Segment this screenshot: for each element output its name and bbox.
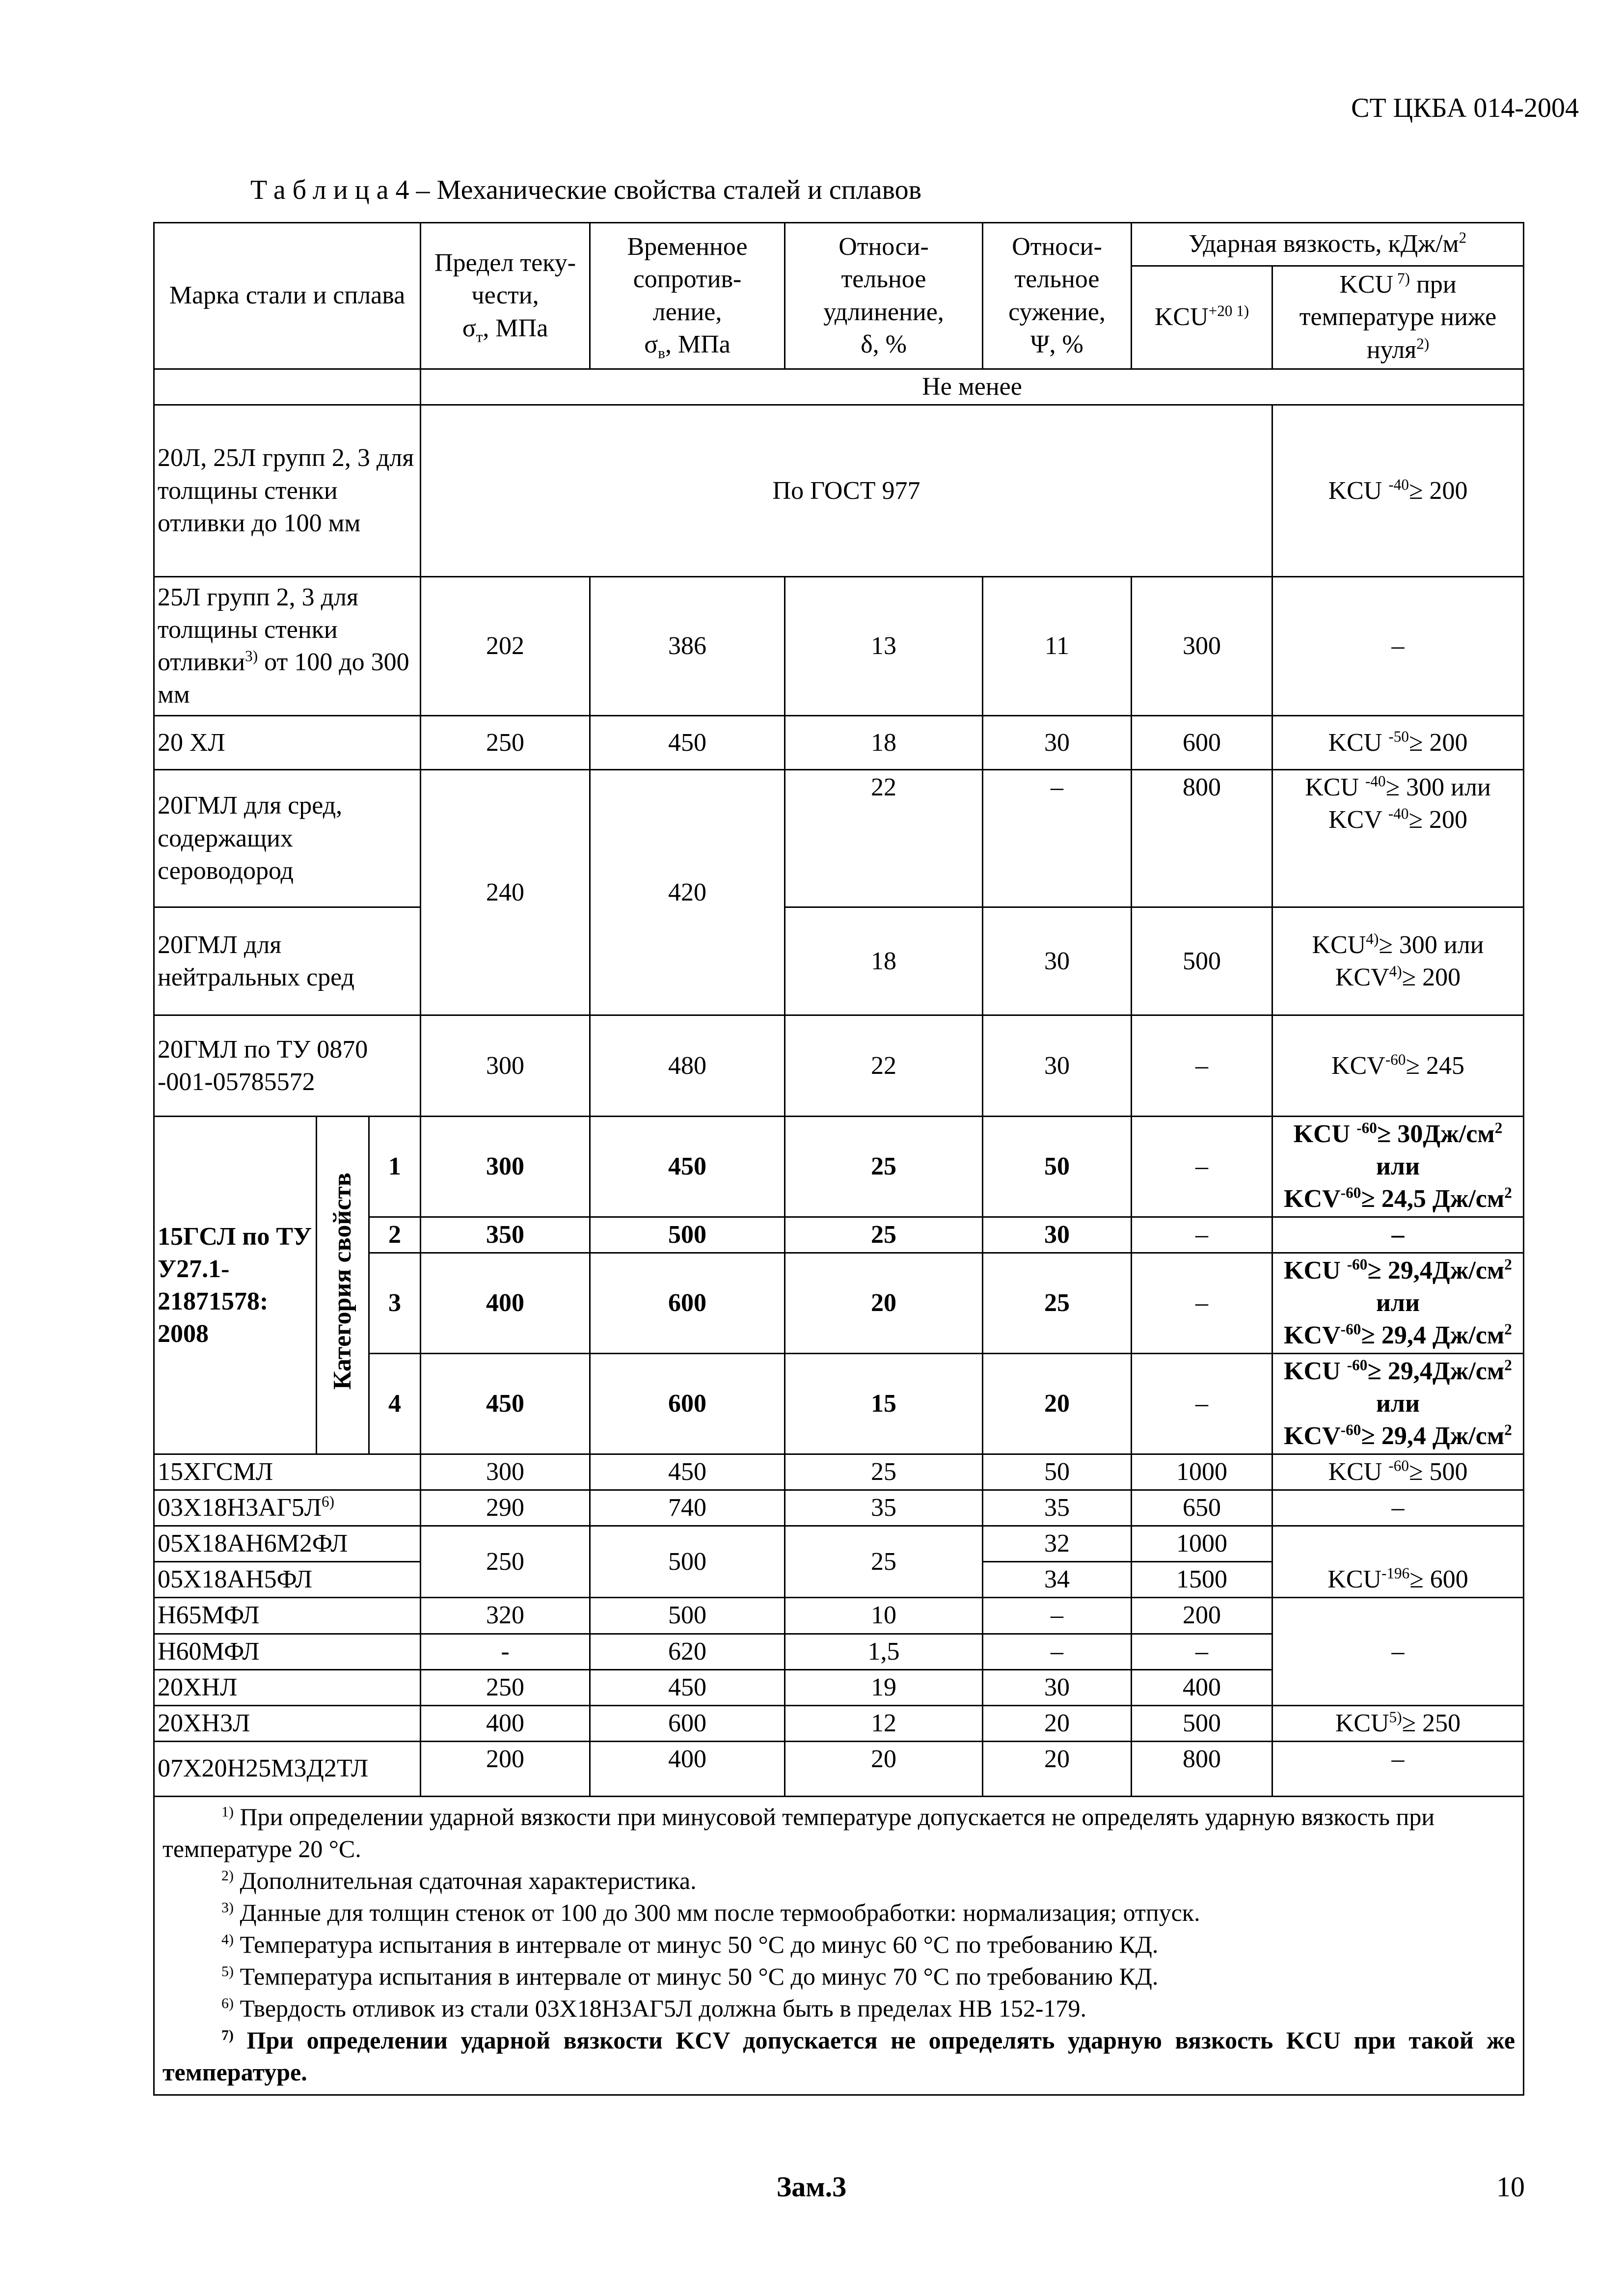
- reduction-cell: 20: [983, 1705, 1132, 1741]
- kcu20-cell: –: [1132, 1354, 1272, 1454]
- kcu-negative-cell: –: [1272, 1598, 1524, 1705]
- kcu20-cell: 1000: [1132, 1454, 1272, 1490]
- mechanical-properties-table: [153, 222, 1524, 2096]
- reduction-cell: 50: [983, 1454, 1132, 1490]
- reduction-cell: 11: [983, 577, 1132, 716]
- reduction-cell: 34: [983, 1562, 1132, 1598]
- tensile-cell: 450: [590, 1669, 785, 1705]
- document-code: СТ ЦКБА 014-2004: [1351, 93, 1579, 123]
- kcu-negative-cell: –: [1272, 577, 1524, 716]
- kcu-negative-cell: KCU $^{-60}$≥ 500: [1272, 1454, 1524, 1490]
- table-row: [154, 1741, 1524, 1796]
- elongation-cell: 18: [785, 907, 983, 1015]
- tensile-cell: 450: [590, 1454, 785, 1490]
- tensile-cell: 500: [590, 1598, 785, 1634]
- tensile-cell: 420: [590, 770, 785, 1015]
- header-blank: [154, 369, 421, 405]
- col-header-elongation: Относи- тельное удлинение, δ, %: [785, 223, 983, 369]
- yield-cell: 300: [421, 1117, 590, 1217]
- table-row: [154, 577, 1524, 716]
- reduction-cell: 30: [983, 907, 1132, 1015]
- grade-cell: 20ГМЛ для нейтральных сред: [154, 907, 421, 1015]
- reduction-cell: 20: [983, 1354, 1132, 1454]
- footnote-3: $^{3)}$ Данные для толщин стенок от 100 до 300 мм после термообработки: нормализация; отпуск.: [221, 1898, 1200, 1926]
- footnote-2: $^{2)}$ Дополнительная сдаточная характеристика.: [221, 1866, 697, 1894]
- category-number: 2: [369, 1217, 421, 1253]
- tensile-cell: 600: [590, 1354, 785, 1454]
- kcu-negative-cell: $KCV^{-60}\ge 245$: [1272, 1015, 1524, 1117]
- kcu20-cell: 200: [1132, 1598, 1272, 1634]
- kcu20-cell: 800: [1132, 770, 1272, 907]
- reduction-cell: –: [983, 770, 1132, 907]
- elongation-cell: 10: [785, 1598, 983, 1634]
- gost-cell: По ГОСТ 977: [421, 405, 1272, 577]
- col-header-kcu-negative: KCU $^{7)}$ при температуре ниже нуля$^{2)}$: [1272, 266, 1524, 369]
- grade-cell: 20ГМЛ по ТУ 0870 -001-05785572: [154, 1015, 421, 1117]
- table-row: [154, 1526, 1524, 1562]
- footnote-6: $^{6)}$ Твердость отливок из стали 03Х18Н3АГ5Л должна быть в пределах НВ 152-179.: [221, 1994, 1086, 2022]
- tensile-cell: 620: [590, 1634, 785, 1669]
- table-row: [154, 405, 1524, 577]
- table-row: [154, 716, 1524, 770]
- footnote-5: $^{5)}$ Температура испытания в интервале от минус 50 °С до минус 70 °С по требованию КД.: [221, 1962, 1159, 1990]
- yield-cell: 200: [421, 1741, 590, 1796]
- footnote-1: $^{1)}$ При определении ударной вязкости при минусовой температуре допускается не определять ударную вязкость при температуре 20 °С.: [162, 1803, 1435, 1862]
- grade-cell: 05Х18АН6М2ФЛ: [154, 1526, 421, 1562]
- elongation-cell: 13: [785, 577, 983, 716]
- tensile-cell: 450: [590, 1117, 785, 1217]
- table-row: [154, 770, 1524, 907]
- kcu-negative-cell: $KCU^{-196}\ge 600$: [1272, 1526, 1524, 1598]
- grade-cell: 20 ХЛ: [154, 716, 421, 770]
- tensile-cell: 480: [590, 1015, 785, 1117]
- grade-cell: 20ГМЛ для сред, содержащих сероводород: [154, 770, 421, 907]
- category-number: 1: [369, 1117, 421, 1217]
- reduction-cell: 20: [983, 1741, 1132, 1796]
- yield-cell: 400: [421, 1253, 590, 1354]
- elongation-cell: 25: [785, 1454, 983, 1490]
- table-row: [154, 1705, 1524, 1741]
- elongation-cell: 20: [785, 1253, 983, 1354]
- grade-cell: 07Х20Н25М3Д2ТЛ: [154, 1741, 421, 1796]
- amendment-label: Зам.3: [776, 2171, 847, 2203]
- col-header-grade: Марка стали и сплава: [154, 223, 421, 369]
- col-header-kcu20: $KCU^{+20 1)}$: [1132, 266, 1272, 369]
- col-header-impact: Ударная вязкость, кДж/$м^2$: [1132, 223, 1524, 266]
- table-caption: Таблица4 – Механические свойства сталей и сплавов: [250, 175, 922, 205]
- reduction-cell: 35: [983, 1490, 1132, 1526]
- kcu-negative-cell: KCU $^{-60}\ge 30Дж/см^2$ или $KCV^{-60}\ge 24,5$ $Дж/см^2$: [1272, 1117, 1524, 1217]
- grade-cell: 25Л групп 2, 3 для толщины стенки отливки$^{3)}$ от 100 до 300 мм: [154, 577, 421, 716]
- tensile-cell: 500: [590, 1526, 785, 1598]
- table-row: [154, 907, 1524, 1015]
- tensile-cell: 386: [590, 577, 785, 716]
- category-label-cell: Категория свойств: [317, 1117, 369, 1454]
- tensile-cell: 740: [590, 1490, 785, 1526]
- yield-cell: 250: [421, 1526, 590, 1598]
- reduction-cell: 50: [983, 1117, 1132, 1217]
- elongation-cell: 22: [785, 770, 983, 907]
- elongation-cell: 25: [785, 1526, 983, 1598]
- elongation-cell: 25: [785, 1217, 983, 1253]
- kcu-negative-cell: –: [1272, 1490, 1524, 1526]
- tensile-cell: 500: [590, 1217, 785, 1253]
- elongation-cell: 20: [785, 1741, 983, 1796]
- grade-cell: 15ХГСМЛ: [154, 1454, 421, 1490]
- reduction-cell: 25: [983, 1253, 1132, 1354]
- elongation-cell: 12: [785, 1705, 983, 1741]
- grade-cell: 20Л, 25Л групп 2, 3 для толщины стенки отливки до 100 мм: [154, 405, 421, 577]
- kcu-negative-cell: KCU $^{-50}$≥ 200: [1272, 716, 1524, 770]
- yield-cell: 290: [421, 1490, 590, 1526]
- yield-cell: 250: [421, 716, 590, 770]
- yield-cell: 300: [421, 1015, 590, 1117]
- kcu20-cell: –: [1132, 1015, 1272, 1117]
- reduction-cell: 30: [983, 716, 1132, 770]
- grade-cell: Н60МФЛ: [154, 1634, 421, 1669]
- col-header-yield: Предел теку- чести, $\sigma_т$, МПа: [421, 223, 590, 369]
- grade-cell: Н65МФЛ: [154, 1598, 421, 1634]
- not-less-label: Не менее: [421, 369, 1524, 405]
- grade-cell: 15ГСЛ по ТУ У27.1-21871578: 2008: [154, 1117, 317, 1454]
- kcu20-cell: –: [1132, 1634, 1272, 1669]
- yield-cell: -: [421, 1634, 590, 1669]
- table-row: [154, 1598, 1524, 1634]
- yield-cell: 350: [421, 1217, 590, 1253]
- tensile-cell: 450: [590, 716, 785, 770]
- grade-cell: 20ХН3Л: [154, 1705, 421, 1741]
- kcu-negative-cell: KCU $^{-40}$≥ 200: [1272, 405, 1524, 577]
- kcu20-cell: 800: [1132, 1741, 1272, 1796]
- kcu-negative-cell: –: [1272, 1741, 1524, 1796]
- elongation-cell: 22: [785, 1015, 983, 1117]
- yield-cell: 400: [421, 1705, 590, 1741]
- kcu20-cell: 1500: [1132, 1562, 1272, 1598]
- reduction-cell: 32: [983, 1526, 1132, 1562]
- yield-cell: 300: [421, 1454, 590, 1490]
- kcu-negative-cell: KCU $^{-40}$≥ 300 или KCV $^{-40}$≥ 200: [1272, 770, 1524, 907]
- kcu-negative-cell: KCU $^{-60}\ge 29,4Дж/см^2$ или $KCV^{-60}\ge 29,4$ $Дж/см^2$: [1272, 1354, 1524, 1454]
- footnotes-row: [154, 1796, 1524, 2095]
- kcu20-cell: 300: [1132, 577, 1272, 716]
- grade-cell: 05Х18АН5ФЛ: [154, 1562, 421, 1598]
- elongation-cell: 1,5: [785, 1634, 983, 1669]
- elongation-cell: 25: [785, 1117, 983, 1217]
- elongation-cell: 15: [785, 1354, 983, 1454]
- reduction-cell: 30: [983, 1669, 1132, 1705]
- footnote-4: $^{4)}$ Температура испытания в интервале от минус 50 °С до минус 60 °С по требованию КД.: [221, 1930, 1159, 1958]
- col-header-reduction: Относи- тельное сужение, Ψ, %: [983, 223, 1132, 369]
- table-row: [154, 1490, 1524, 1526]
- kcu-negative-cell: $KCU^{5)}\ge 250$: [1272, 1705, 1524, 1741]
- kcu20-cell: 500: [1132, 907, 1272, 1015]
- elongation-cell: 18: [785, 716, 983, 770]
- tensile-cell: 600: [590, 1705, 785, 1741]
- kcu-negative-cell: $KCU^{4)}\ge 300$ или $KCV^{4)}\ge 200$: [1272, 907, 1524, 1015]
- table-row: [154, 1454, 1524, 1490]
- kcu-negative-cell: –: [1272, 1217, 1524, 1253]
- page-number: 10: [1496, 2171, 1525, 2203]
- kcu20-cell: –: [1132, 1253, 1272, 1354]
- reduction-cell: –: [983, 1634, 1132, 1669]
- footnote-7: $^{7)}$ При определении ударной вязкости KCV допускается не определять ударную вязкость KCU при такой же температуре.: [162, 2026, 1515, 2086]
- kcu20-cell: 600: [1132, 716, 1272, 770]
- kcu20-cell: –: [1132, 1117, 1272, 1217]
- reduction-cell: 30: [983, 1015, 1132, 1117]
- table-row: [154, 1015, 1524, 1117]
- category-number: 4: [369, 1354, 421, 1454]
- yield-cell: 450: [421, 1354, 590, 1454]
- elongation-cell: 35: [785, 1490, 983, 1526]
- tensile-cell: 600: [590, 1253, 785, 1354]
- kcu20-cell: 1000: [1132, 1526, 1272, 1562]
- kcu20-cell: 500: [1132, 1705, 1272, 1741]
- col-header-tensile: Временное сопротив- ление, $\sigma_в$, МПа: [590, 223, 785, 369]
- yield-cell: 240: [421, 770, 590, 1015]
- grade-cell: $03Х18Н3АГ5Л^{6)}$: [154, 1490, 421, 1526]
- yield-cell: 250: [421, 1669, 590, 1705]
- footnotes: [154, 1796, 1524, 2095]
- kcu20-cell: 400: [1132, 1669, 1272, 1705]
- yield-cell: 202: [421, 577, 590, 716]
- tensile-cell: 400: [590, 1741, 785, 1796]
- kcu20-cell: –: [1132, 1217, 1272, 1253]
- grade-cell: 20ХНЛ: [154, 1669, 421, 1705]
- reduction-cell: 30: [983, 1217, 1132, 1253]
- kcu-negative-cell: KCU $^{-60}\ge 29,4Дж/см^2$ или $KCV^{-60}\ge 29,4$ $Дж/см^2$: [1272, 1253, 1524, 1354]
- elongation-cell: 19: [785, 1669, 983, 1705]
- reduction-cell: –: [983, 1598, 1132, 1634]
- yield-cell: 320: [421, 1598, 590, 1634]
- table-row: [154, 1117, 1524, 1217]
- kcu20-cell: 650: [1132, 1490, 1272, 1526]
- category-number: 3: [369, 1253, 421, 1354]
